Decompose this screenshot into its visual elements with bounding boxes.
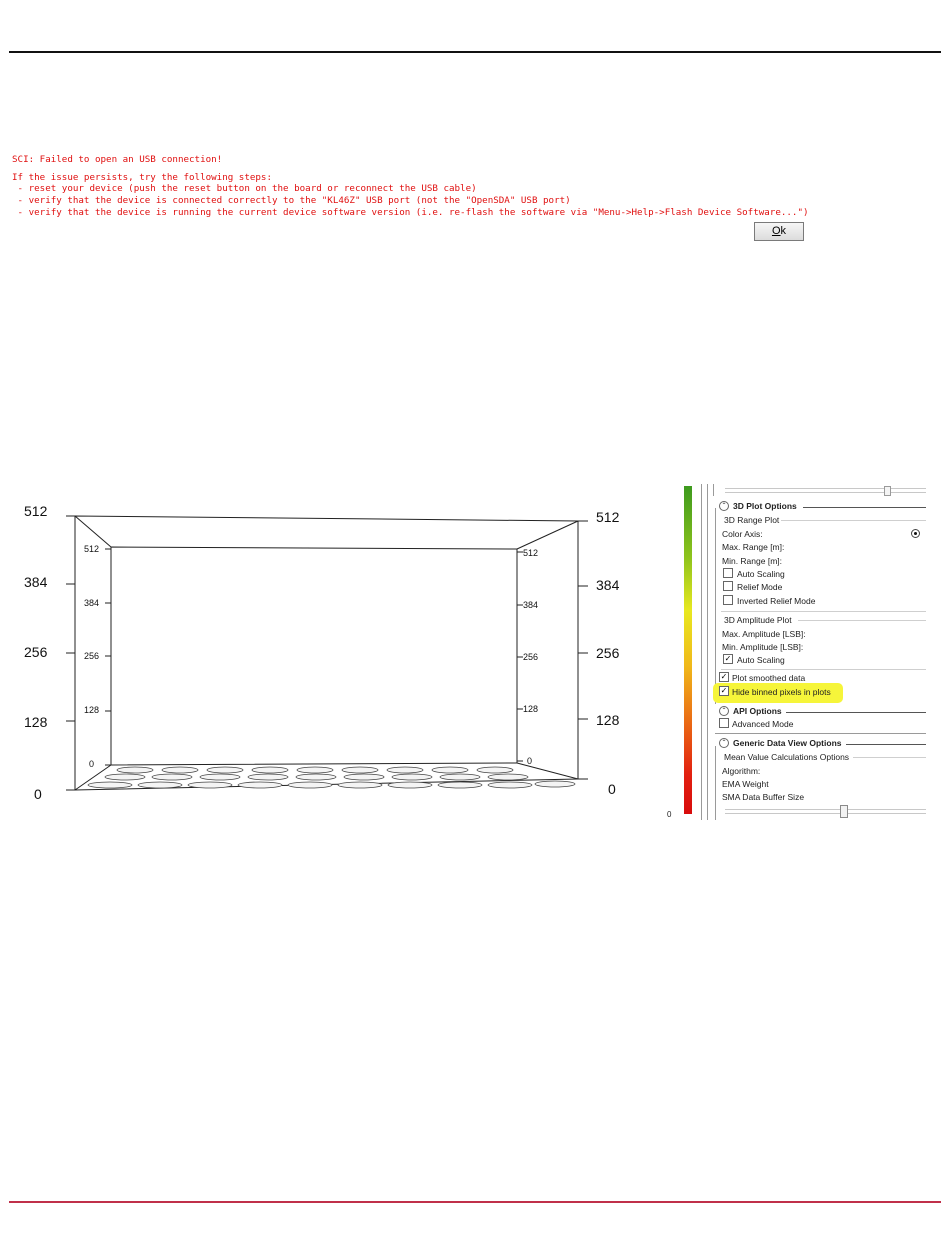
outer-right-tick-label: 0 [608,781,616,797]
ok-label: k [780,225,787,237]
color-axis-label: Color Axis: [722,529,763,539]
sub-divider [853,757,926,758]
ok-button[interactable] [754,222,804,241]
max-range-label: Max. Range [m]: [722,542,785,552]
sub-divider [721,611,926,612]
amplitude-auto-scaling-label: Auto Scaling [737,655,785,665]
group-3d-plot-options-header: 3D Plot Options [733,501,797,511]
scrollbar-thumb[interactable] [884,486,891,496]
slider-thumb[interactable] [840,805,848,818]
error-step: - reset your device (push the reset button on the board or reconnect the USB cable) [12,183,477,194]
outer-right-tick-label: 128 [596,712,620,728]
sma-buffer-label: SMA Data Buffer Size [722,792,805,802]
relief-mode-checkbox[interactable] [723,581,733,591]
color-scale-bar [684,486,692,814]
inner-left-tick-label: 0 [89,759,95,769]
horizontal-scrollbar[interactable] [725,488,926,493]
plot-floor-cells [88,767,575,788]
sub-mean-value-options: Mean Value Calculations Options [724,752,850,762]
error-step: - verify that the device is running the current device software version (i.e. re-flash the software via "Menu->Help->Flash Device Software...") [12,207,809,218]
collapse-api-options-icon[interactable]: ⌃ [719,706,729,716]
color-axis-radio[interactable] [911,529,920,538]
min-range-label: Min. Range [m]: [722,556,782,566]
inner-right-tick-label: 128 [523,704,539,714]
panel-border [713,484,714,496]
plot-outer-frame [75,516,578,790]
plot-smoothed-label: Plot smoothed data [732,673,806,683]
hide-binned-label: Hide binned pixels in plots [732,687,831,697]
sub-divider [798,620,926,621]
sub-3d-range-plot: 3D Range Plot [724,515,780,525]
inverted-relief-label: Inverted Relief Mode [737,596,816,606]
inverted-relief-checkbox[interactable] [723,595,733,605]
group-divider [786,712,926,713]
ok-accelerator: O [771,225,781,237]
hide-binned-checkbox[interactable]: ✓ [720,686,728,695]
plot-edge [517,521,578,549]
inner-right-tick-label: 384 [523,600,539,610]
collapse-generic-options-icon[interactable]: ⌃ [719,738,729,748]
inner-right-tick-label: 512 [523,548,539,558]
outer-left-tick-label: 512 [24,503,48,519]
amplitude-auto-scaling-checkbox[interactable]: ✓ [724,654,732,663]
inner-left-tick-label: 512 [84,544,100,554]
group-divider [846,744,926,745]
top-rule [9,51,941,53]
outer-right-tick-label: 256 [596,645,620,661]
plot-smoothed-checkbox[interactable]: ✓ [720,672,728,681]
plot-back-panel [111,547,517,765]
ema-weight-label: EMA Weight [722,779,769,789]
error-title: SCI: Failed to open an USB connection! [12,154,223,165]
group-border [715,508,716,704]
inner-left-tick-label: 256 [84,651,100,661]
outer-left-tick-label: 0 [34,786,42,802]
group-generic-options-header: Generic Data View Options [733,738,842,748]
plot-edge [75,516,111,547]
bottom-rule [9,1201,941,1203]
outer-left-tick-label: 256 [24,644,48,660]
collapse-3d-plot-options-icon[interactable]: ⌃ [719,501,729,511]
options-panel [701,484,926,820]
sub-divider [721,669,926,670]
group-divider [803,507,926,508]
algorithm-label: Algorithm: [722,766,761,776]
inner-right-tick-label: 256 [523,652,539,662]
color-scale-zero-label: 0 [667,810,672,819]
outer-left-tick-label: 128 [24,714,48,730]
sub-3d-amplitude-plot: 3D Amplitude Plot [724,615,792,625]
inner-right-tick-label: 0 [527,756,533,766]
outer-right-tick-label: 384 [596,577,620,593]
relief-mode-label: Relief Mode [737,582,783,592]
sma-buffer-slider[interactable] [725,809,926,814]
panel-border [701,484,702,820]
error-intro: If the issue persists, try the following steps: [12,172,272,183]
min-amplitude-label: Min. Amplitude [LSB]: [722,642,804,652]
group-api-options-header: API Options [733,706,782,716]
error-step: - verify that the device is connected correctly to the "KL46Z" USB port (not the "OpenSDA" USB port) [12,195,571,206]
inner-left-tick-label: 384 [84,598,100,608]
inner-left-tick-label: 128 [84,705,100,715]
group-border [715,746,716,820]
outer-left-tick-label: 384 [24,574,48,590]
max-amplitude-label: Max. Amplitude [LSB]: [722,629,806,639]
auto-scaling-label: Auto Scaling [737,569,785,579]
range-3d-plot[interactable] [0,490,650,810]
panel-border [707,484,708,820]
auto-scaling-checkbox[interactable] [723,568,733,578]
advanced-mode-checkbox[interactable] [719,718,729,728]
sub-divider [781,520,926,521]
group-bottom-border [715,733,926,734]
advanced-mode-label: Advanced Mode [732,719,794,729]
outer-right-tick-label: 512 [596,509,620,525]
